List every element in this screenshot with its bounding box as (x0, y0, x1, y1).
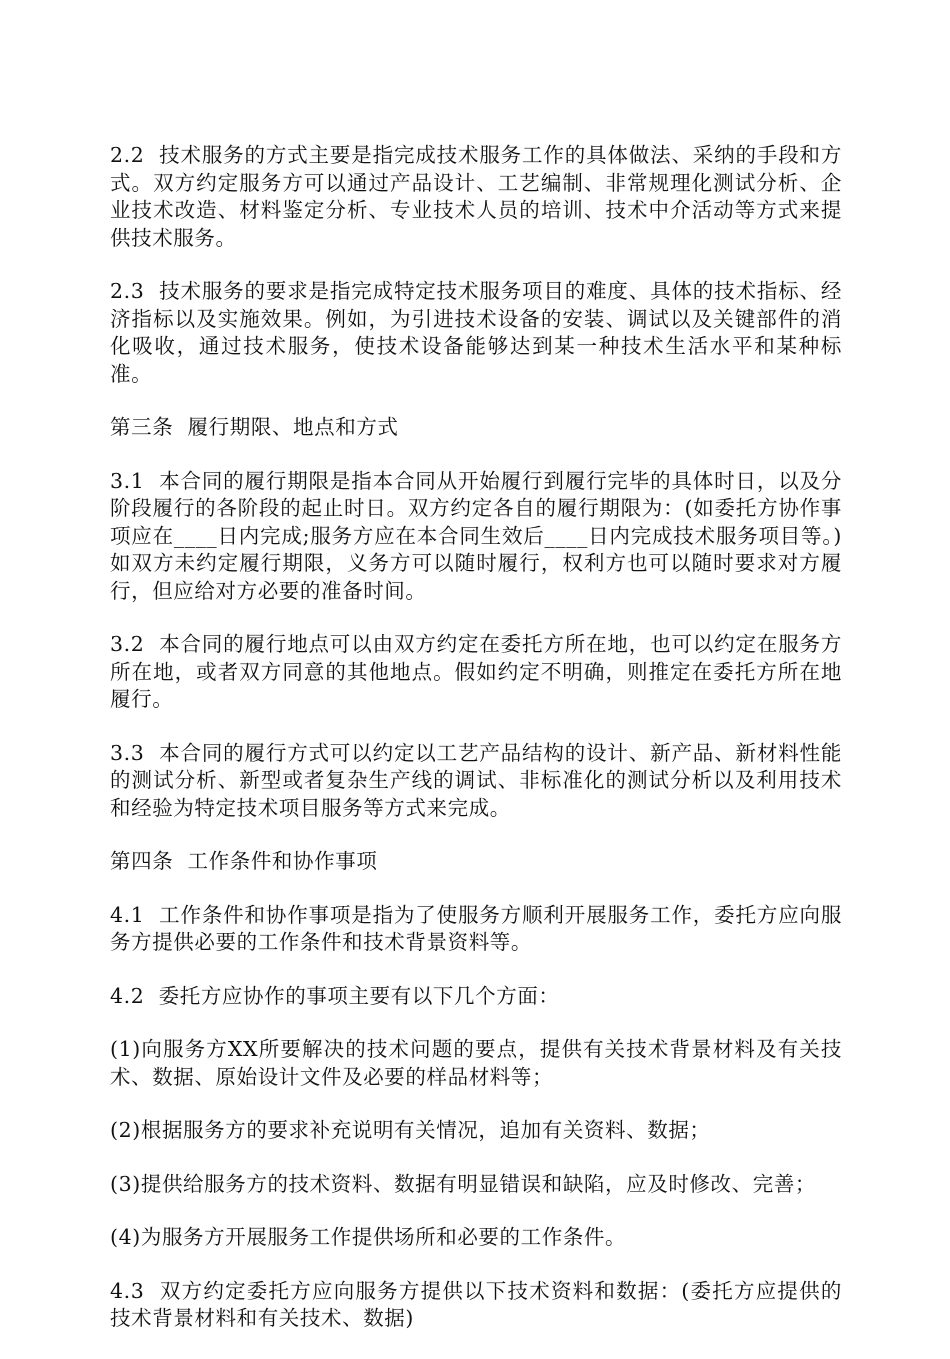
list-item-1: (1)向服务方XX所要解决的技术问题的要点，提供有关技术背景材料及有关技术、数据、原始设计文件及必要的样品材料等； (110, 1037, 842, 1089)
list-item-4: (4)为服务方开展服务工作提供场所和必要的工作条件。 (110, 1225, 627, 1249)
paragraph-3-2: 3.2 本合同的履行地点可以由双方约定在委托方所在地，也可以约定在服务方所在地，或者双方同意的其他地点。假如约定不明确，则推定在委托方所在地履行。 (110, 632, 842, 711)
list-item-3: (3)提供给服务方的技术资料、数据有明显错误和缺陷，应及时修改、完善； (110, 1171, 817, 1196)
document-body (110, 142, 842, 1359)
paragraph-3-1: 3.1 本合同的履行期限是指本合同从开始履行到履行完毕的具体时日，以及分阶段履行的各阶段的起止时日。双方约定各自的履行期限为：(如委托方协作事项应在____日内完成;服务方应在本合同生效后____日内完成技术服务项目等。)如双方未约定履行期限，义务方可以随时履行，权利方也可以随时要求对方履行，但应给对方必要的准备时间。 (110, 468, 842, 603)
list-item-2: (2)根据服务方的要求补充说明有关情况，追加有关资料、数据； (110, 1118, 711, 1142)
paragraph-4-1: 4.1 工作条件和协作事项是指为了使服务方顺利开展服务工作，委托方应向服务方提供必要的工作条件和技术背景资料等。 (110, 902, 842, 954)
paragraph-2-3: 2.3 技术服务的要求是指完成特定技术服务项目的难度、具体的技术指标、经济指标以及实施效果。例如，为引进技术设备的安装、调试以及关键部件的消化吸收，通过技术服务，使技术设备能够达到某一种技术生活水平和某种标准。 (110, 279, 842, 386)
article-4-heading: 第四条 工作条件和协作事项 (110, 849, 378, 873)
article-3-heading: 第三条 履行期限、地点和方式 (110, 415, 399, 439)
paragraph-4-2: 4.2 委托方应协作的事项主要有以下几个方面： (110, 983, 560, 1008)
paragraph-3-3: 3.3 本合同的履行方式可以约定以工艺产品结构的设计、新产品、新材料性能的测试分析、新型或者复杂生产线的调试、非标准化的测试分析以及利用技术和经验为特定技术项目服务等方式来完成。 (110, 740, 842, 820)
paragraph-4-3: 4.3 双方约定委托方应向服务方提供以下技术资料和数据：(委托方应提供的技术背景材料和有关技术、数据) (110, 1278, 842, 1330)
paragraph-2-2: 2.2 技术服务的方式主要是指完成技术服务工作的具体做法、采纳的手段和方式。双方约定服务方可以通过产品设计、工艺编制、非常规理化测试分析、企业技术改造、材料鉴定分析、专业技术人员的培训、技术中介活动等方式来提供技术服务。 (110, 143, 842, 250)
